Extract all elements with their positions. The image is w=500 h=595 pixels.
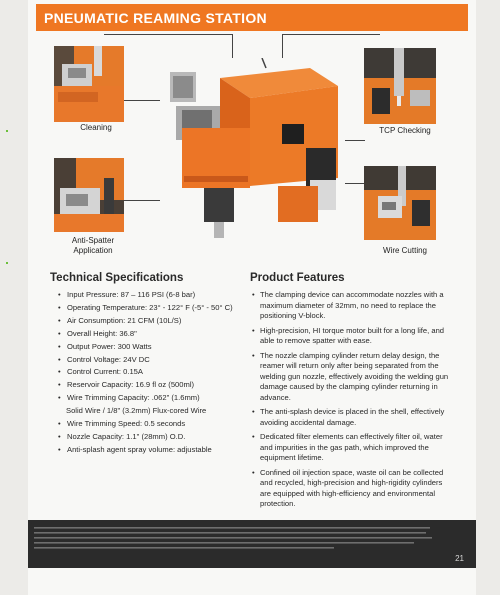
spec-item: • Input Pressure: 87 – 116 PSI (6-8 bar)	[58, 290, 196, 299]
feature-text: High-precision, HI torque motor built for a long life, and able to remove spatter with ease.	[260, 325, 445, 345]
spec-item: • Control Current: 0.15A	[58, 367, 143, 377]
caption-tcp-checking: TCP Checking	[379, 126, 431, 135]
feature-item: • High-precision, HI torque motor built for a long life, and able to remove spatter with ease.	[252, 326, 452, 347]
leader-line	[282, 34, 283, 60]
spec-item: • Reservoir Capacity: 16.9 fl oz (500ml)	[58, 380, 195, 390]
feature-text: The anti-splash device is placed in the shell, effectively avoiding accidental damage.	[260, 407, 445, 427]
caption-wire-cutting: Wire Cutting	[382, 246, 427, 255]
tcp-checking-photo	[364, 48, 436, 124]
spec-text: Operating Temperature: 23° - 122° F (-5° - 50° C)	[67, 302, 233, 312]
margin-mark	[6, 262, 8, 264]
caption-anti-spatter-line1: Anti-Spatter	[71, 236, 115, 245]
spec-text: Output Power: 300 Watts	[67, 341, 152, 351]
spec-sub-item: Solid Wire / 1/8" (3.2mm) Flux-cored Wire	[66, 406, 207, 416]
leader-line	[104, 34, 232, 35]
spec-item: • Nozzle Capacity: 1.1" (28mm) O.D.	[58, 431, 186, 441]
tech-specs-list	[58, 289, 258, 457]
product-features-list	[252, 290, 452, 514]
spec-text: Overall Height: 36.8"	[67, 328, 137, 338]
feature-text: Confined oil injection space, waste oil can be collected and recycled, high-precision and high-rigidity cylinders are equipped with high-efficiency and environmental protection.	[260, 467, 444, 508]
caption-anti-spatter	[58, 236, 128, 256]
product-features-title: Product Features	[250, 272, 345, 284]
spec-item: • Anti-splash agent spray volume: adjustable	[58, 444, 212, 454]
spec-item: • Overall Height: 36.8"	[58, 328, 137, 338]
feature-text: The nozzle clamping cylinder return delay design, the reamer will return only after being separated from the welding gun nozzle, effectively avoiding the welding gun damage caused by the clamping cylinder returning in advance.	[260, 350, 449, 402]
caption-cleaning: Cleaning	[80, 123, 112, 132]
margin-mark	[6, 130, 8, 132]
spec-item: • Operating Temperature: 23° - 122° F (-5° - 50° C)	[58, 302, 233, 312]
spec-item: • Control Voltage: 24V DC	[58, 354, 150, 364]
caption-anti-spatter-line2: Application	[73, 246, 113, 255]
section-header	[36, 4, 468, 31]
feature-item: • Dedicated filter elements can effectively filter oil, water and impurities in the gas path, which improved the equipment lifetime.	[252, 432, 452, 464]
spec-item: • Wire Trimming Capacity: .062" (1.6mm)	[58, 393, 200, 403]
spec-text: Reservoir Capacity: 16.9 fl oz (500ml)	[67, 380, 195, 390]
spec-text: Nozzle Capacity: 1.1" (28mm) O.D.	[67, 431, 186, 441]
spec-text: Control Current: 0.15A	[67, 367, 143, 377]
wire-cutting-photo	[364, 166, 436, 240]
spec-item: • Output Power: 300 Watts	[58, 341, 152, 351]
spec-text: Wire Trimming Capacity: .062" (1.6mm)	[67, 393, 200, 403]
page-number: 21	[455, 554, 464, 563]
feature-text: The clamping device can accommodate nozzles with a maximum diameter of 32mm, no need to replace the positioning V-block.	[260, 290, 444, 320]
footer-legal-text	[34, 527, 434, 551]
feature-text: Dedicated filter elements can effectively filter oil, water and impurities in the gas path, which improved the equipment lifetime.	[260, 432, 443, 462]
leader-line	[282, 34, 380, 35]
spec-text: Control Voltage: 24V DC	[67, 354, 150, 364]
reaming-station-image	[160, 58, 345, 246]
spec-text: Anti-splash agent spray volume: adjustable	[67, 444, 212, 454]
anti-spatter-photo	[54, 158, 124, 232]
spec-item: • Air Consumption: 21 CFM (10L/S)	[58, 315, 182, 325]
spec-text: Wire Trimming Speed: 0.5 seconds	[67, 419, 186, 429]
tech-specs-title: Technical Specifications	[50, 272, 184, 284]
spec-text: Air Consumption: 21 CFM (10L/S)	[67, 315, 182, 325]
feature-item: • Confined oil injection space, waste oil can be collected and recycled, high-precision and high-rigidity cylinders are equipped with high-efficiency and environmental protection.	[252, 468, 452, 510]
feature-item: • The clamping device can accommodate nozzles with a maximum diameter of 32mm, no need to replace the positioning V-block.	[252, 290, 452, 322]
spec-text: Input Pressure: 87 – 116 PSI (6-8 bar)	[67, 290, 196, 299]
page-title: PNEUMATIC REAMING STATION	[44, 9, 267, 26]
feature-item: • The anti-splash device is placed in the shell, effectively avoiding accidental damage.	[252, 407, 452, 428]
feature-item: • The nozzle clamping cylinder return delay design, the reamer will return only after being separated from the welding gun nozzle, effectively avoiding the welding gun damage caused by the clamping cylinder returning in advance.	[252, 351, 452, 404]
footer-band	[28, 520, 476, 568]
spec-item: • Wire Trimming Speed: 0.5 seconds	[58, 419, 186, 429]
cleaning-photo	[54, 46, 124, 122]
